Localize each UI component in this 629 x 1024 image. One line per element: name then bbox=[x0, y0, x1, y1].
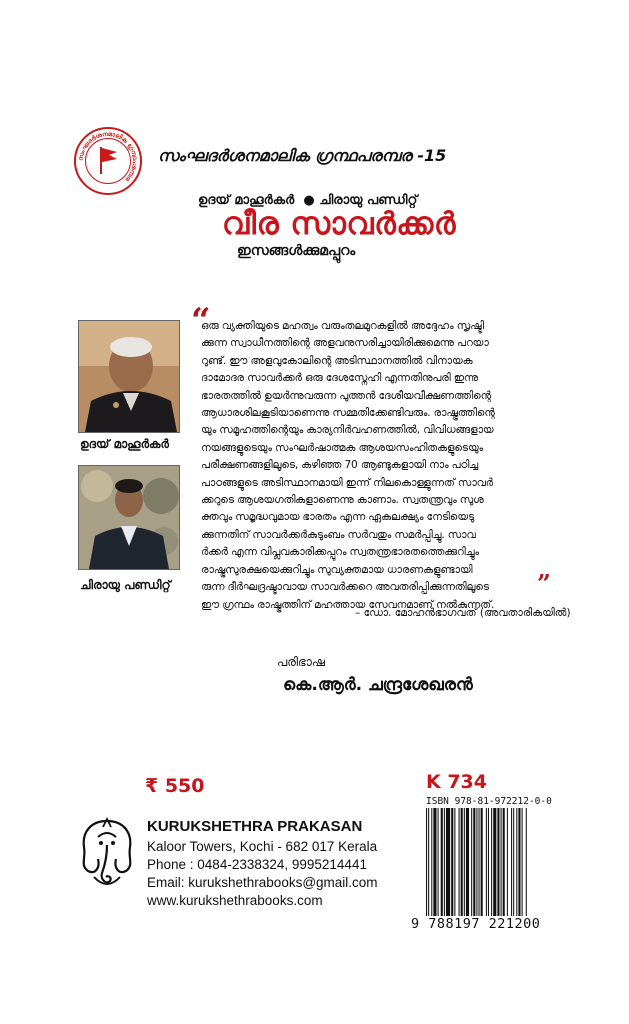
barcode-bar bbox=[454, 808, 455, 916]
author-photo-uday bbox=[78, 320, 180, 433]
barcode-bar bbox=[446, 808, 450, 916]
quote-line: ക്കറുടെ ആശയഗതികളാണെന്നു കാണാം. സ്വതന്ത്രവും സുശ bbox=[201, 494, 484, 507]
barcode-bar bbox=[426, 808, 427, 916]
publisher-name: KURUKSHETHRA PRAKASAN bbox=[147, 818, 363, 835]
barcode-bar bbox=[526, 808, 527, 916]
barcode-bar bbox=[522, 808, 523, 916]
barcode-bar bbox=[441, 808, 443, 916]
quote-line: നയങ്ങളുടെയും സംഘർഷാത്മക ആശയസംഹിതകളുടെയും bbox=[201, 441, 484, 454]
barcode-bar bbox=[433, 808, 436, 916]
series-title: സംഘദർശനമാലിക ഗ്രന്ഥപരമ്പര -15 bbox=[158, 146, 447, 165]
translation-label: പരിഭാഷ bbox=[277, 655, 325, 669]
barcode-bar bbox=[471, 808, 472, 916]
barcode-bar bbox=[476, 808, 477, 916]
publisher-address: Kaloor Towers, Kochi - 682 017 Kerala bbox=[147, 839, 378, 854]
barcode-bar bbox=[503, 808, 505, 916]
quote-attribution: – ഡോ. മോഹൻഭാഗവത് (അവതാരികയിൽ) bbox=[355, 607, 571, 619]
quote-line: റുണ്ട്. ഈ അളവുകോലിന്റെ അടിസ്ഥാനത്തിൽ വിനായക bbox=[201, 354, 473, 367]
author-caption-uday: ഉദയ് മാഹൂർകർ bbox=[80, 437, 169, 451]
barcode-bar bbox=[516, 808, 517, 916]
barcode-bar bbox=[479, 808, 480, 916]
barcode-bar bbox=[438, 808, 439, 916]
barcode-bar bbox=[466, 808, 469, 916]
barcode-bar bbox=[473, 808, 475, 916]
publisher-website: www.kurukshethrabooks.com bbox=[147, 893, 323, 908]
quote-line: ർക്കർ എന്ന വിപ്ലവകാരിക്കപ്പുറം സ്വതന്ത്രഭാരതത്തെക്കുറിച്ചും bbox=[201, 546, 479, 559]
book-title: വീര സാവർക്കർ bbox=[222, 206, 456, 242]
author-second: ചിരായു പണ്ഡിറ്റ് bbox=[319, 193, 418, 208]
flag-icon bbox=[86, 139, 129, 182]
barcode-digits: 9 788197 221200 bbox=[411, 916, 541, 932]
barcode-bar bbox=[513, 808, 514, 916]
quote-line: ക്കുന്ന സ്വാധീനത്തിന്റെ അളവനുസരിച്ചായിരിക്കുമെന്നു പറയാ bbox=[201, 337, 489, 350]
barcode-bar bbox=[461, 808, 463, 916]
barcode-bar bbox=[481, 808, 483, 916]
author-first: ഉദയ് മാഹൂർകർ bbox=[198, 193, 295, 208]
book-subtitle: ഇസങ്ങൾക്കുമപ്പുറം bbox=[237, 243, 356, 259]
barcode-bar bbox=[491, 808, 492, 916]
publisher-phone: Phone : 0484-2338324, 9995214441 bbox=[147, 857, 367, 872]
barcode-bar bbox=[501, 808, 502, 916]
quote-line: ആധാരശിലകൂടിയാണെന്നു സമ്മതിക്കേണ്ടിവരും. രാഷ്ട്രത്തിന്റെ bbox=[201, 407, 495, 420]
foreword-quote bbox=[201, 318, 547, 614]
translator-name: കെ.ആർ. ചന്ദ്രശേഖരൻ bbox=[283, 675, 473, 695]
quote-close-mark: ” bbox=[537, 569, 551, 598]
quote-line: ദാമോദര സാവർക്കർ ഒരു ദേശസ്നേഹി എന്നതിനുപരി ഇന്നു bbox=[201, 372, 479, 385]
barcode-bar bbox=[459, 808, 460, 916]
quote-line: ഭാരതത്തിൽ ഉയർന്നുവരുന്ന പുത്തൻ ദേശീയവീക്ഷണത്തിന്റെ bbox=[201, 389, 491, 402]
author-caption-chirayu: ചിരായു പണ്ഡിറ്റ് bbox=[80, 578, 171, 592]
barcode-bar bbox=[518, 808, 520, 916]
barcode-bar bbox=[428, 808, 429, 916]
quote-line: യും സമൂഹത്തിന്റെയും കാര്യനിർവഹണത്തിൽ, വിവിധങ്ങളായ bbox=[201, 424, 494, 437]
isbn-label: ISBN 978-81-972212-0-0 bbox=[426, 796, 552, 807]
barcode-bar bbox=[488, 808, 489, 916]
barcode-bar bbox=[444, 808, 445, 916]
ganesha-icon bbox=[76, 815, 138, 893]
barcode-bar bbox=[493, 808, 496, 916]
quote-line: പാഠങ്ങളുടെ അടിസ്ഥാനമായി ഇന്ന് നിലകൊള്ളുന്നത് സാവർ bbox=[201, 476, 493, 489]
quote-line: ക്കുന്നതിന് സാവർക്കർകുടുംബം സർവതും സമർപ്പിച്ചു. സാവ bbox=[201, 528, 476, 541]
series-seal-logo bbox=[74, 127, 142, 195]
barcode-bar bbox=[464, 808, 465, 916]
publisher-email: Email: kurukshethrabooks@gmail.com bbox=[147, 875, 378, 890]
seal-inner-ring bbox=[85, 138, 131, 184]
quote-line: ഈ ഗ്രന്ഥം രാഷ്ട്രത്തിന് മഹത്തായ സേവനമാണ് നൽകുന്നത്. bbox=[201, 598, 495, 611]
barcode-bar bbox=[431, 808, 432, 916]
quote-line: ഒരു വ്യക്തിയുടെ മഹത്വം വരുംതലമുറകളിൽ അദ്ദേഹം സൃഷ്ടി bbox=[201, 320, 484, 332]
seal-text: സംഘദർശനമാലിക ഗ്രന്ഥപരമ്പര bbox=[77, 130, 139, 183]
catalog-code: K 734 bbox=[426, 771, 487, 793]
author-separator: ● bbox=[303, 193, 315, 208]
price: ₹ 550 bbox=[145, 775, 205, 797]
quote-line: രാഷ്ട്രസുരക്ഷയെക്കുറിച്ചും സുവ്യക്തമായ ധാരണകളുണ്ടായി bbox=[201, 563, 473, 576]
barcode-bar bbox=[451, 808, 453, 916]
quote-line: പരീക്ഷണങ്ങളിലൂടെ, കഴിഞ്ഞ 70 ആണ്ടുകളായി നാം പഠിച്ച bbox=[201, 459, 479, 472]
barcode-bar bbox=[486, 808, 487, 916]
barcode-bar bbox=[497, 808, 499, 916]
barcode-bar bbox=[511, 808, 512, 916]
quote-line: ക്തവും സമൃദ്ധവുമായ ഭാരതം എന്ന ഏകലക്ഷ്യം നേടിയെടു bbox=[201, 511, 474, 524]
quote-open-mark: “ bbox=[191, 301, 211, 341]
quote-line: രുന്ന ദീർഘദ്രഷ്ടാവായ സാവർക്കറെ അവതരിപ്പിക്കുന്നതിലൂടെ bbox=[201, 581, 489, 594]
isbn-barcode bbox=[426, 808, 558, 916]
author-photo-chirayu bbox=[78, 465, 180, 570]
barcode-bar bbox=[507, 808, 508, 916]
